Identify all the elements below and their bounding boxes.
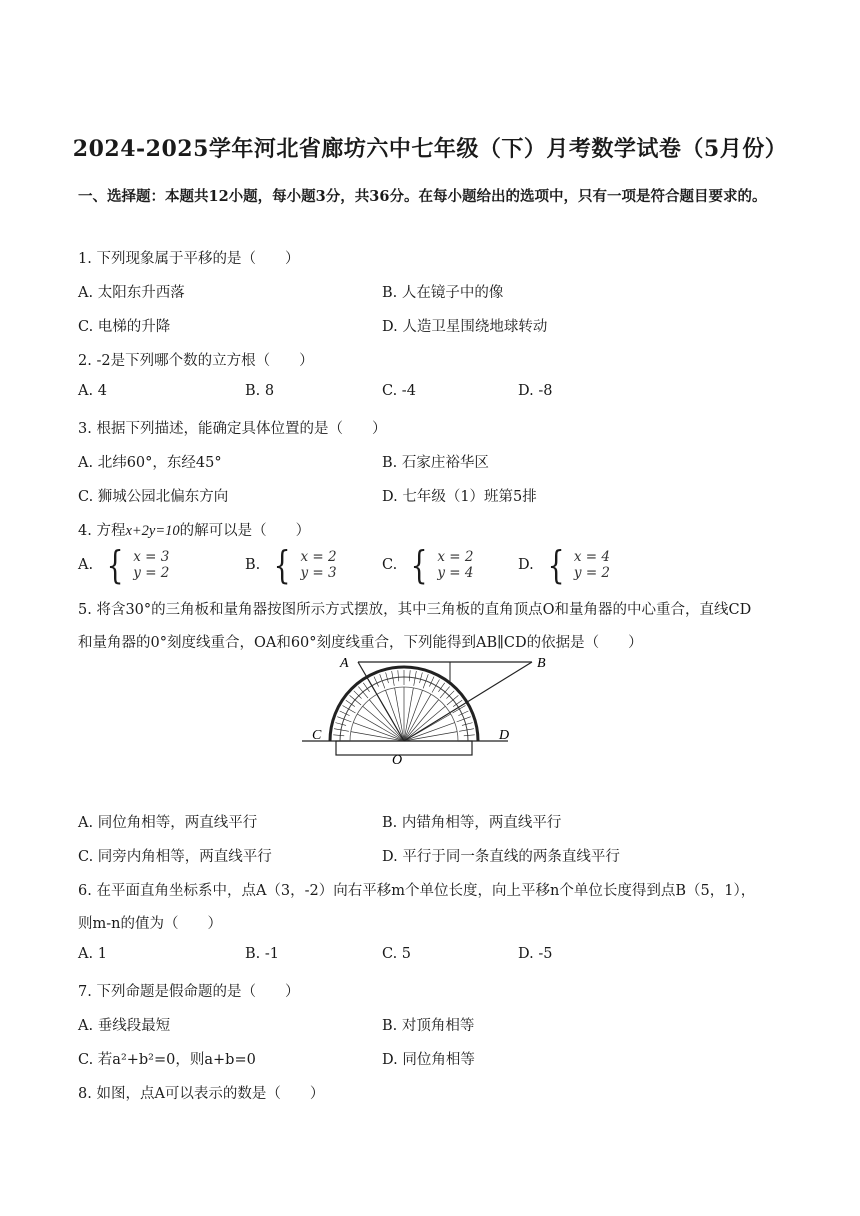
q6-option-d: D. -5 bbox=[518, 946, 553, 962]
q4-stem bbox=[78, 519, 310, 540]
q2-option-c: C. -4 bbox=[382, 383, 416, 399]
protractor-tick bbox=[340, 711, 350, 716]
q5-option-d: D. 平行于同一条直线的两条直线平行 bbox=[382, 849, 620, 865]
q2-option-a: A. 4 bbox=[78, 383, 107, 399]
q3-option-b: B. 石家庄裕华区 bbox=[382, 455, 489, 471]
q1-option-d: D. 人造卫星围绕地球转动 bbox=[382, 319, 548, 335]
q4-d-line1: x = 4 bbox=[573, 549, 611, 565]
q4-option-d-label: D. bbox=[518, 557, 534, 573]
label-a: A bbox=[340, 656, 349, 671]
q5-line2: 和量角器的0°刻度线重合，OA和60°刻度线重合，下列能得到AB∥CD的依据是（ ） bbox=[78, 635, 643, 651]
protractor-tick bbox=[409, 670, 410, 681]
section-heading: 一、选择题：本题共12小题，每小题3分，共36分。在每小题给出的选项中，只有一项是符合题目要求的。 bbox=[78, 188, 767, 205]
q1-option-b: B. 人在镜子中的像 bbox=[382, 285, 504, 301]
label-d: D bbox=[499, 728, 510, 743]
q4-option-d bbox=[518, 543, 611, 587]
label-o: O bbox=[392, 753, 403, 768]
protractor-tick bbox=[350, 695, 361, 705]
protractor-tick bbox=[429, 677, 434, 687]
label-b: B bbox=[537, 656, 546, 671]
q7-option-c: C. 若a²+b²=0，则a+b=0 bbox=[78, 1052, 256, 1068]
protractor-figure bbox=[300, 650, 560, 770]
q3-option-c: C. 狮城公园北偏东方向 bbox=[78, 489, 229, 505]
q5-option-a: A. 同位角相等，两直线平行 bbox=[78, 815, 258, 831]
page-title: 2024-2025学年河北省廊坊六中七年级（下）月考数学试卷（5月份） bbox=[72, 136, 788, 162]
q4-option-b bbox=[245, 543, 337, 587]
label-c: C bbox=[312, 728, 322, 743]
q4-option-b-label: B. bbox=[245, 557, 261, 573]
protractor-tick bbox=[458, 711, 468, 716]
q7-option-d: D. 同位角相等 bbox=[382, 1052, 475, 1068]
q3-option-d: D. 七年级（1）班第5排 bbox=[382, 489, 537, 505]
protractor-tick bbox=[398, 670, 399, 681]
protractor-base bbox=[336, 741, 472, 755]
q5-line1: 5. 将含30°的三角板和量角器按图所示方式摆放，其中三角板的直角顶点O和量角器的中心重合，直线CD bbox=[78, 602, 752, 618]
brace-icon: { bbox=[106, 543, 124, 587]
q4-equation: x+2y=10 bbox=[125, 523, 180, 539]
q4-option-c bbox=[382, 543, 474, 587]
q5-option-b: B. 内错角相等，两直线平行 bbox=[382, 815, 562, 831]
q8-stem: 8. 如图，点A可以表示的数是（ ） bbox=[78, 1086, 325, 1102]
q4-option-a bbox=[78, 543, 170, 587]
q2-option-b: B. 8 bbox=[245, 383, 275, 399]
protractor-tick bbox=[333, 735, 344, 736]
q2-stem: 2. -2是下列哪个数的立方根（ ） bbox=[78, 353, 314, 369]
protractor-tick bbox=[358, 687, 368, 698]
protractor-tick bbox=[374, 677, 379, 687]
protractor-tick bbox=[447, 695, 458, 705]
q4-stem-suffix: 的解可以是（ ） bbox=[179, 523, 311, 539]
q4-b-line2: y = 3 bbox=[300, 565, 337, 581]
q1-stem: 1. 下列现象属于平移的是（ ） bbox=[78, 251, 300, 267]
protractor-tick bbox=[343, 706, 356, 714]
q7-option-a: A. 垂线段最短 bbox=[78, 1018, 171, 1034]
protractor-tick bbox=[440, 687, 450, 698]
q4-option-a-label: A. bbox=[78, 557, 94, 573]
q5-option-c: C. 同旁内角相等，两直线平行 bbox=[78, 849, 272, 865]
q4-c-line1: x = 2 bbox=[437, 549, 474, 565]
q7-option-b: B. 对顶角相等 bbox=[382, 1018, 475, 1034]
q6-line2: 则m-n的值为（ ） bbox=[78, 916, 222, 932]
protractor-tick bbox=[432, 680, 440, 693]
q4-option-c-label: C. bbox=[382, 557, 398, 573]
protractor-tick bbox=[462, 723, 473, 726]
q1-option-c: C. 电梯的升降 bbox=[78, 319, 171, 335]
segment-ob bbox=[404, 662, 532, 741]
protractor-tick bbox=[420, 672, 423, 683]
q6-line1: 6. 在平面直角坐标系中，点A（3，-2）向右平移m个单位长度，向上平移n个单位长度得到点B（5，1）， bbox=[78, 883, 756, 899]
protractor-tick bbox=[386, 672, 389, 683]
q2-option-d: D. -8 bbox=[518, 383, 553, 399]
q4-stem-prefix: 4. 方程 bbox=[78, 523, 126, 539]
q3-option-a: A. 北纬60°，东经45° bbox=[78, 455, 222, 471]
q4-a-line1: x = 3 bbox=[133, 549, 170, 565]
brace-icon: { bbox=[273, 543, 291, 587]
q3-stem: 3. 根据下列描述，能确定具体位置的是（ ） bbox=[78, 421, 387, 437]
q6-option-a: A. 1 bbox=[78, 946, 107, 962]
q4-c-line2: y = 4 bbox=[437, 565, 474, 581]
q6-option-b: B. -1 bbox=[245, 946, 279, 962]
q7-stem: 7. 下列命题是假命题的是（ ） bbox=[78, 984, 300, 1000]
brace-icon: { bbox=[410, 543, 428, 587]
q1-option-a: A. 太阳东升西落 bbox=[78, 285, 185, 301]
q4-d-line2: y = 2 bbox=[573, 565, 611, 581]
protractor-rays bbox=[350, 687, 458, 741]
q6-option-c: C. 5 bbox=[382, 946, 412, 962]
q4-b-line1: x = 2 bbox=[300, 549, 337, 565]
q4-a-line2: y = 2 bbox=[133, 565, 170, 581]
protractor-tick bbox=[335, 723, 346, 726]
protractor-tick bbox=[464, 735, 475, 736]
brace-icon: { bbox=[547, 543, 565, 587]
